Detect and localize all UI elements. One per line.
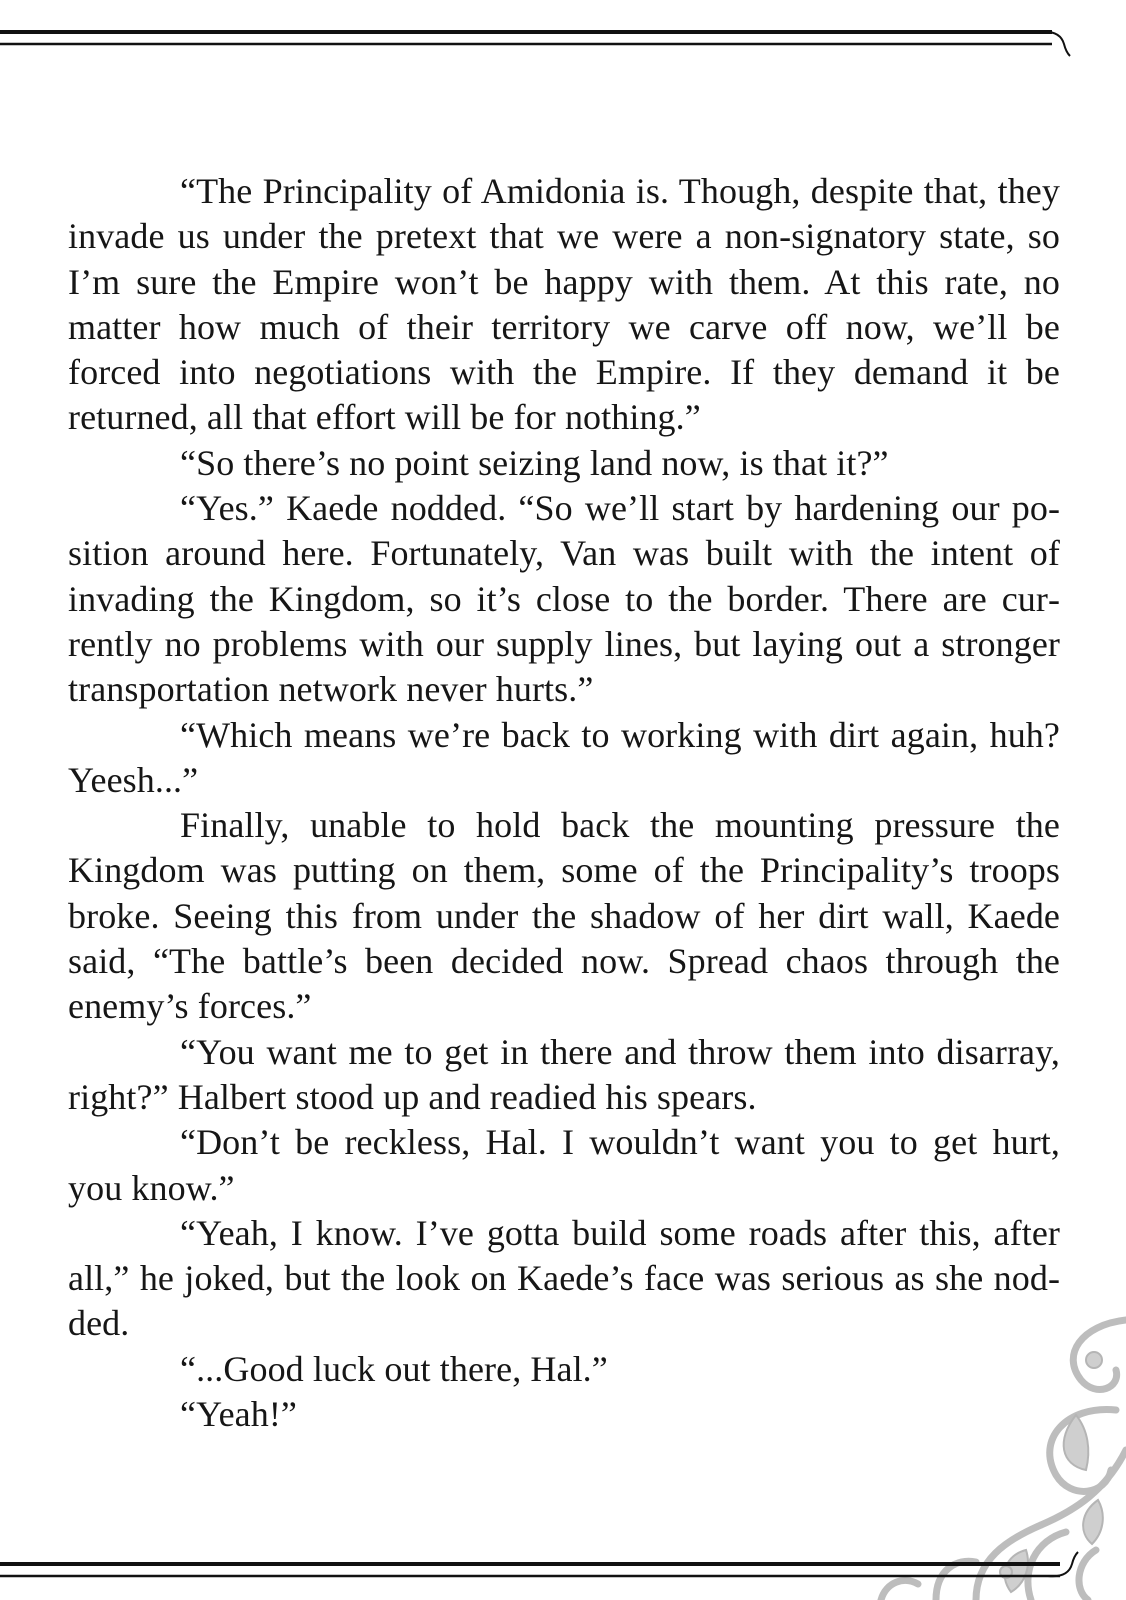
story-text (68, 169, 1060, 1437)
paragraph: “Which means we’re back to working with dirt again, huh? Yeesh...” (68, 714, 1060, 800)
paragraph: “Yes.” Kaede nodded. “So we’ll start by hardening our position around here. Fortunately, Van was built with the intent of invading the Kingdom, so it’s close to the border. There are currently no problems with our supply lines, but laying out a stronger transportation network never hurts.” (68, 488, 1060, 710)
paragraph: “Don’t be reckless, Hal. I wouldn’t want you to get hurt, you know.” (68, 1122, 1060, 1208)
top-rule-icon (0, 10, 1126, 70)
paragraph: “So there’s no point seizing land now, is that it?” (180, 442, 889, 483)
paragraph: “Yeah, I know. I’ve gotta build some roads after this, after all,” he joked, but the look on Kaede’s face was serious as she nodded. (68, 1212, 1060, 1344)
paragraph: “...Good luck out there, Hal.” (180, 1348, 608, 1389)
paragraph: “You want me to get in there and throw them into disarray, right?” Halbert stood up and readied his spears. (68, 1031, 1060, 1117)
paragraph: “Yeah!” (180, 1394, 297, 1435)
paragraph: “The Principality of Amidonia is. Though, despite that, they invade us under the pretext that we were a non-signatory state, so I’m sure the Empire won’t be happy with them. At this rate, no matter how much of their territory we carve off now, we’ll be forced into negotiations with the Empire. If they demand it be returned, all that effort will be for nothing.” (68, 171, 1060, 438)
paragraph: Finally, unable to hold back the mounting pressure the Kingdom was putting on them, some of the Principality’s troops broke. Seeing this from under the shadow of her dirt wall, Kaede said, “The battle’s been decided now. Spread chaos through the enemy’s forces.” (68, 805, 1060, 1027)
bottom-rule-icon (0, 1540, 1126, 1600)
